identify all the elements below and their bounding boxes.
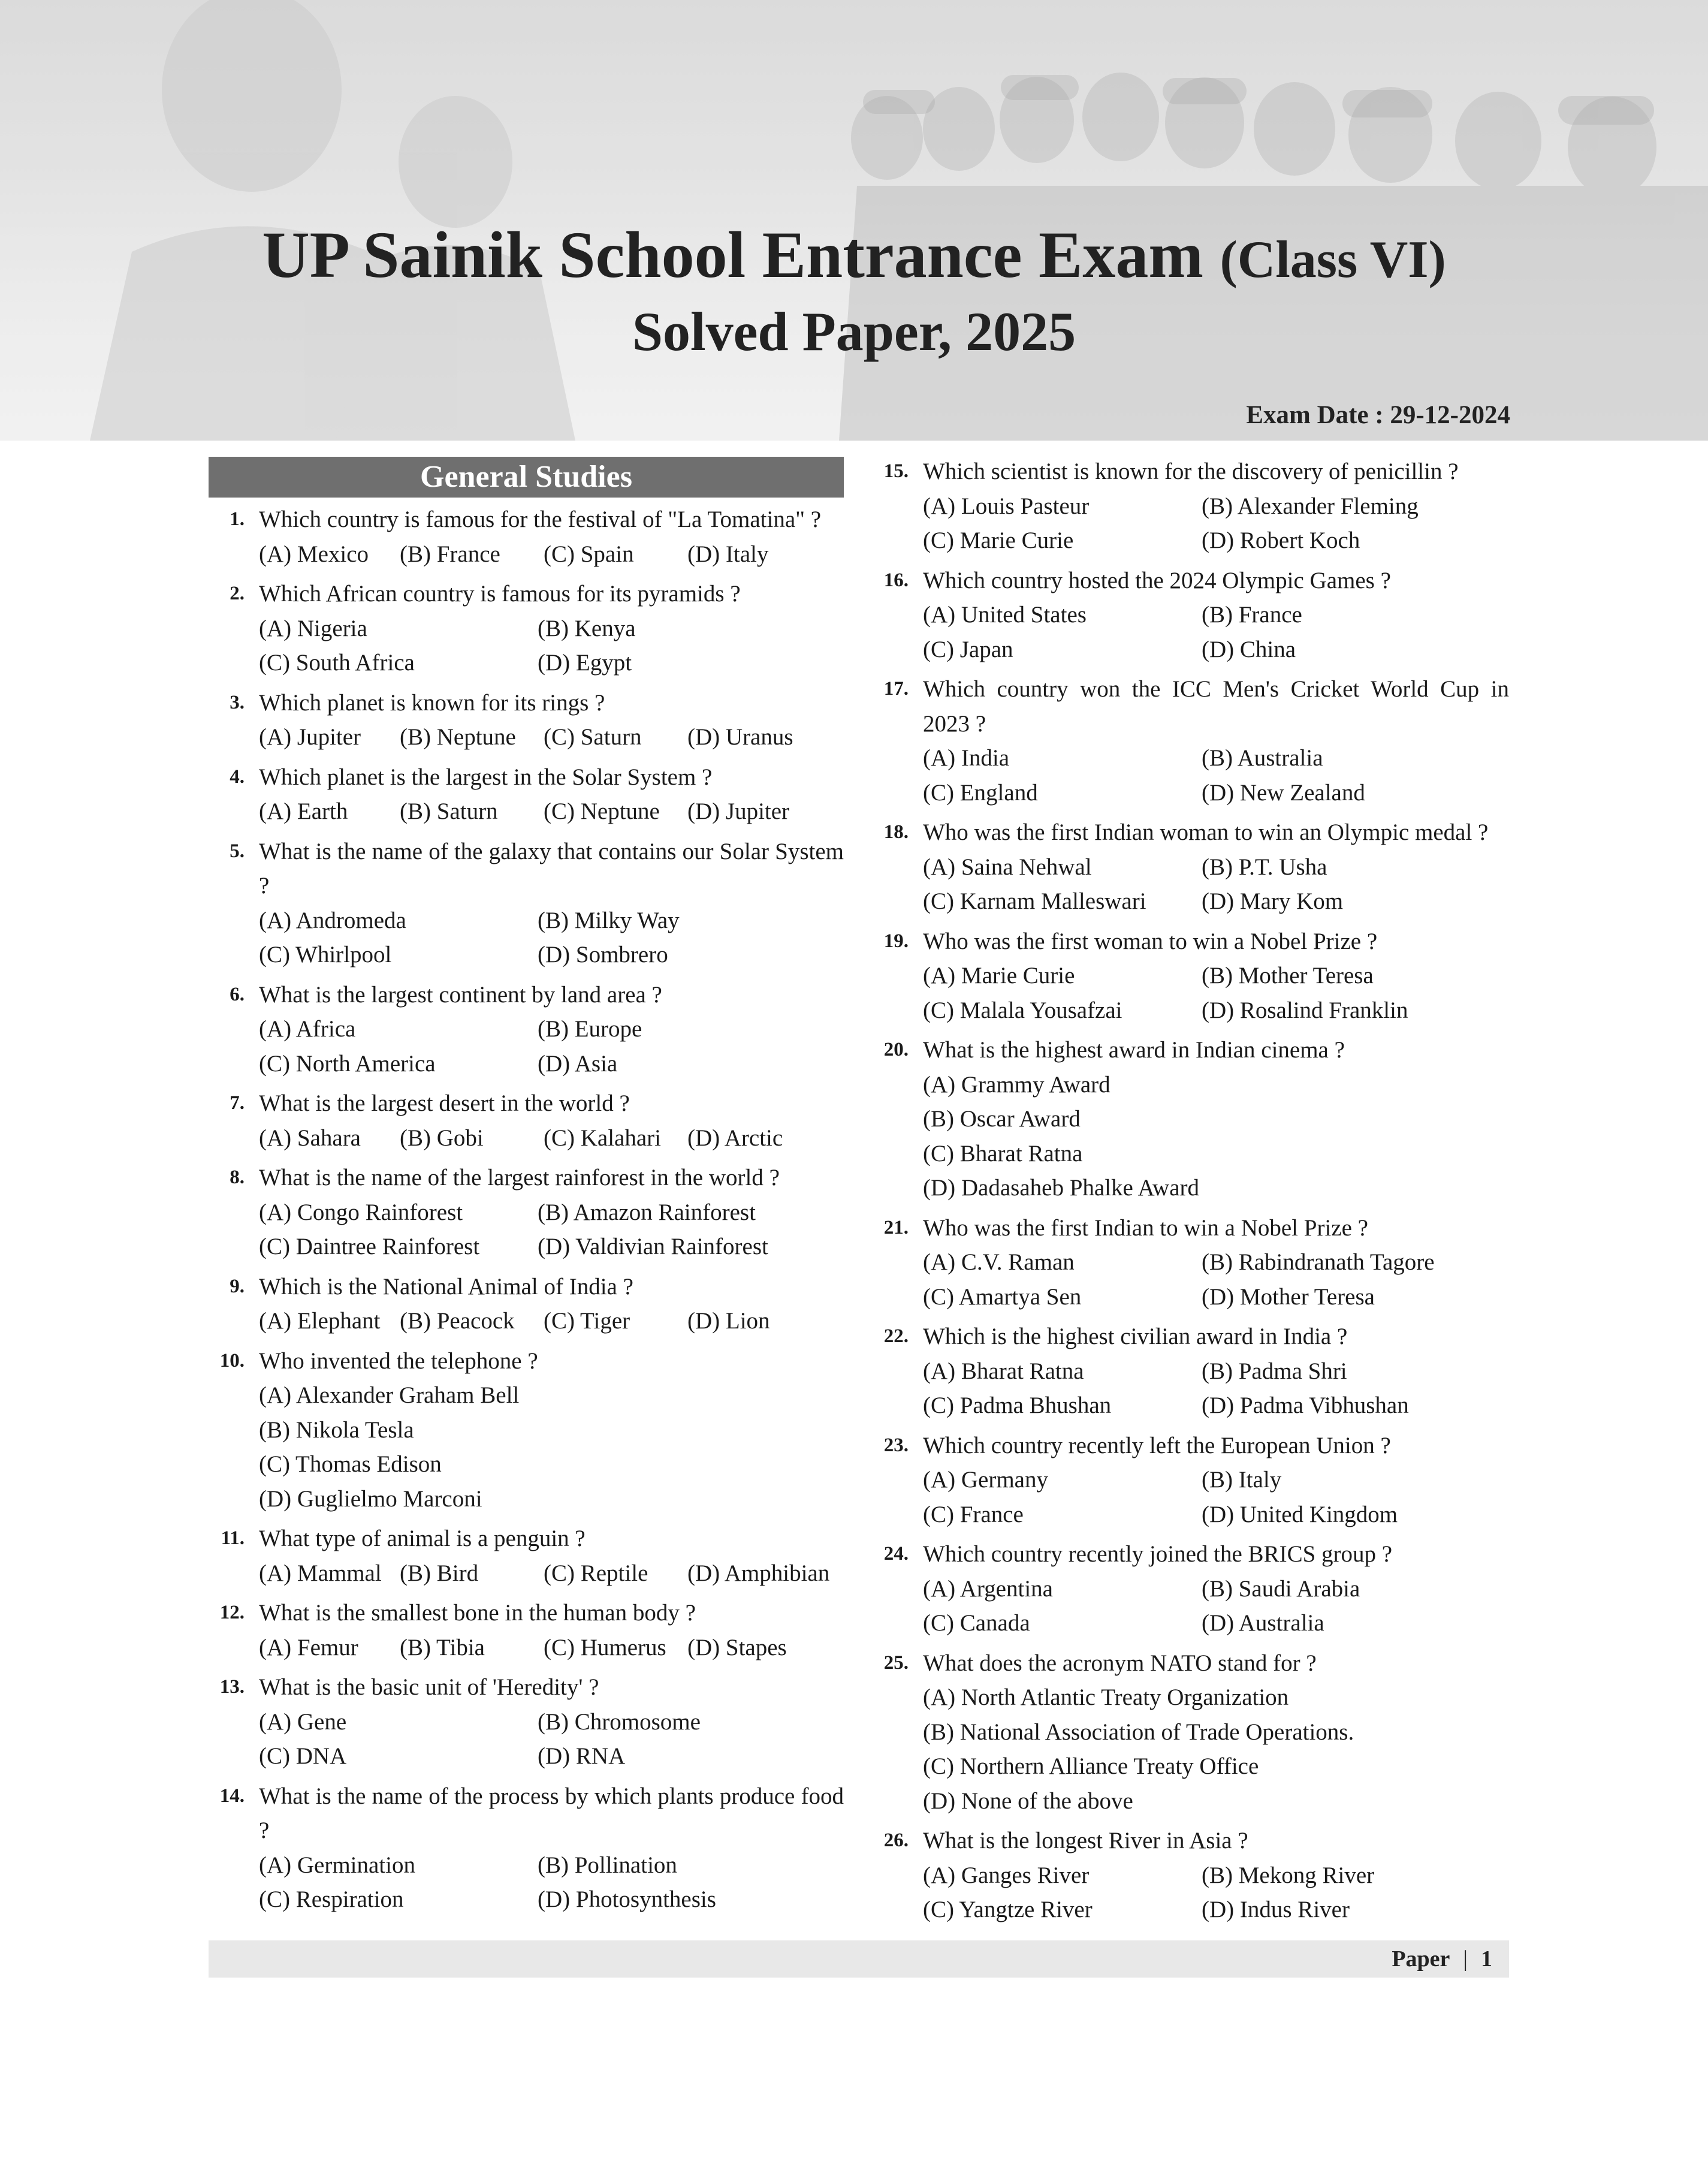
option-list [873, 1068, 1509, 1205]
question-number: 10. [219, 1349, 245, 1372]
answer-option: (A) Alexander Graham Bell [259, 1382, 520, 1408]
question-number: 26. [883, 1830, 909, 1851]
answer-option: (D) Amphibian [687, 1560, 830, 1586]
question-number: 6. [230, 983, 245, 1005]
answer-option: (D) Asia [538, 1050, 618, 1077]
question-line [209, 760, 844, 795]
question-line [209, 1161, 844, 1195]
answer-option: (A) Elephant [259, 1308, 381, 1334]
answer-option: (C) Reptile [544, 1560, 648, 1586]
answer-option: (A) Ganges River [923, 1862, 1090, 1888]
answer-option: (A) Germination [259, 1852, 416, 1878]
answer-option: (D) Rosalind Franklin [1202, 997, 1408, 1023]
option-list [873, 489, 1509, 558]
answer-option: (D) Italy [687, 541, 769, 567]
question-item [873, 1033, 1509, 1205]
question-number: 24. [883, 1543, 909, 1565]
answer-option: (D) RNA [538, 1743, 626, 1769]
question-item [873, 1824, 1509, 1927]
footer-page-label [1392, 1940, 1492, 1978]
question-line [209, 1779, 844, 1848]
answer-option: (C) Spain [544, 541, 634, 567]
question-text: Which country recently joined the BRICS group ? [923, 1541, 1393, 1567]
answer-option: (D) Guglielmo Marconi [259, 1485, 482, 1512]
answer-option: (B) Milky Way [538, 907, 680, 933]
answer-option: (C) North America [259, 1050, 436, 1077]
question-item [873, 924, 1509, 1028]
answer-option: (B) Tibia [400, 1634, 485, 1660]
answer-option: (D) Arctic [687, 1125, 783, 1151]
question-line [209, 834, 844, 903]
question-line [873, 1646, 1509, 1681]
question-item [209, 760, 844, 829]
question-list-left [209, 502, 844, 1917]
question-text: What is the name of the process by which plants produce food ? [259, 1783, 844, 1843]
question-item [873, 563, 1509, 667]
answer-option: (D) Stapes [687, 1634, 787, 1660]
answer-option: (A) Congo Rainforest [259, 1199, 463, 1225]
question-number: 19. [883, 930, 909, 952]
answer-option: (A) Nigeria [259, 615, 367, 641]
question-text: What is the largest desert in the world ? [259, 1090, 630, 1116]
answer-option: (B) Neptune [400, 724, 516, 750]
question-text: Who was the first Indian woman to win an Olympic medal ? [923, 819, 1489, 845]
option-list [209, 1556, 844, 1591]
answer-option: (A) C.V. Raman [923, 1249, 1075, 1275]
question-number: 9. [230, 1275, 245, 1297]
footer-label: Paper [1392, 1946, 1450, 1972]
answer-option: (A) Marie Curie [923, 963, 1075, 988]
question-number: 22. [883, 1325, 909, 1347]
answer-option: (B) Mother Teresa [1202, 963, 1374, 988]
answer-option: (C) Japan [923, 636, 1013, 662]
answer-option: (A) Andromeda [259, 907, 406, 933]
question-text: What does the acronym NATO stand for ? [923, 1650, 1317, 1676]
answer-option: (D) Jupiter [687, 798, 790, 824]
question-item [209, 1779, 844, 1917]
option-list [209, 1378, 844, 1516]
question-text: What is the basic unit of 'Heredity' ? [259, 1674, 599, 1700]
answer-option: (C) Daintree Rainforest [259, 1234, 480, 1259]
question-number: 5. [230, 840, 245, 862]
answer-option: (D) Uranus [687, 724, 793, 750]
left-column [209, 457, 844, 1922]
question-item [209, 834, 844, 972]
question-number: 20. [883, 1039, 909, 1060]
question-text: Who was the first woman to win a Nobel Prize ? [923, 928, 1378, 954]
answer-option: (D) China [1202, 636, 1296, 662]
question-line [873, 815, 1509, 850]
answer-option: (C) Humerus [544, 1634, 666, 1660]
question-line [209, 686, 844, 721]
page-subtitle: Solved Paper, 2025 [632, 301, 1076, 362]
answer-option: (C) Amartya Sen [923, 1283, 1082, 1310]
answer-option: (C) Canada [923, 1610, 1030, 1636]
answer-option: (A) Bharat Ratna [923, 1358, 1084, 1384]
option-list [209, 537, 844, 572]
question-line [209, 1270, 844, 1304]
question-line [873, 924, 1509, 959]
question-number: 21. [883, 1216, 909, 1238]
header-banner [0, 0, 1708, 441]
question-number: 18. [883, 821, 909, 843]
option-list [873, 1463, 1509, 1532]
question-list-right [873, 454, 1509, 1927]
question-line [209, 577, 844, 611]
question-line [873, 1824, 1509, 1858]
page-title [0, 217, 1708, 293]
answer-option: (B) Oscar Award [923, 1106, 1081, 1132]
answer-option: (C) Kalahari [544, 1125, 661, 1151]
question-item [873, 1428, 1509, 1532]
option-list [873, 850, 1509, 919]
question-line [873, 454, 1509, 489]
option-list [873, 1245, 1509, 1314]
answer-option: (A) Mammal [259, 1560, 382, 1586]
answer-option: (A) Earth [259, 798, 348, 824]
answer-option: (C) Thomas Edison [259, 1451, 442, 1477]
question-line [209, 1521, 844, 1556]
question-number: 13. [219, 1676, 245, 1698]
option-list [873, 741, 1509, 810]
answer-option: (A) Mexico [259, 541, 369, 567]
question-line [873, 1033, 1509, 1068]
answer-option: (B) Padma Shri [1202, 1358, 1347, 1384]
answer-option: (B) Peacock [400, 1308, 515, 1334]
question-text: Which planet is known for its rings ? [259, 689, 605, 716]
question-number: 8. [230, 1167, 245, 1188]
question-item [209, 502, 844, 571]
answer-option: (B) France [400, 541, 500, 567]
option-list [873, 598, 1509, 667]
answer-option: (D) Padma Vibhushan [1202, 1393, 1409, 1418]
question-line [209, 502, 844, 537]
question-number: 1. [230, 508, 245, 530]
question-item [209, 1086, 844, 1155]
answer-option: (B) P.T. Usha [1202, 854, 1327, 880]
option-list [209, 1630, 844, 1665]
answer-option: (C) South Africa [259, 650, 415, 676]
answer-option: (B) France [1202, 602, 1302, 628]
answer-option: (A) North Atlantic Treaty Organization [923, 1684, 1289, 1710]
answer-option: (D) Indus River [1202, 1897, 1350, 1922]
option-list [209, 1012, 844, 1081]
answer-option: (D) None of the above [923, 1788, 1133, 1814]
question-item [209, 686, 844, 755]
option-list [209, 1195, 844, 1264]
answer-option: (B) National Association of Trade Operations. [923, 1719, 1354, 1745]
question-text: Which planet is the largest in the Solar System ? [259, 764, 713, 790]
question-item [209, 1521, 844, 1590]
question-text: What is the longest River in Asia ? [923, 1828, 1248, 1853]
question-text: Who invented the telephone ? [259, 1348, 538, 1374]
answer-option: (B) Chromosome [538, 1708, 701, 1735]
question-line [873, 1211, 1509, 1246]
footer-separator: | [1463, 1946, 1468, 1972]
question-number: 7. [230, 1092, 245, 1114]
title-main: UP Sainik School Entrance Exam [262, 218, 1203, 291]
answer-option: (C) Malala Yousafzai [923, 997, 1122, 1023]
question-line [873, 1428, 1509, 1463]
question-line [209, 1670, 844, 1705]
answer-option: (B) Mekong River [1202, 1862, 1375, 1888]
answer-option: (D) Mary Kom [1202, 888, 1344, 914]
question-text: Which scientist is known for the discovery of penicillin ? [923, 459, 1459, 484]
question-number: 2. [230, 583, 245, 604]
answer-option: (C) Whirlpool [259, 942, 392, 968]
answer-option: (C) Northern Alliance Treaty Office [923, 1753, 1259, 1779]
answer-option: (C) Tiger [544, 1308, 630, 1334]
answer-option: (D) Sombrero [538, 942, 668, 968]
right-column [873, 454, 1509, 1933]
answer-option: (B) Italy [1202, 1467, 1282, 1493]
question-item [873, 1211, 1509, 1315]
answer-option: (B) Pollination [538, 1852, 677, 1878]
question-text: Who was the first Indian to win a Nobel Prize ? [923, 1214, 1368, 1241]
answer-option: (B) Nikola Tesla [259, 1416, 414, 1443]
answer-option: (C) Yangtze River [923, 1897, 1093, 1922]
option-list [209, 903, 844, 972]
option-list [209, 720, 844, 755]
exam-date: Exam Date : 29-12-2024 [1246, 401, 1510, 429]
answer-option: (A) India [923, 745, 1010, 771]
question-number: 11. [221, 1527, 245, 1549]
answer-option: (C) England [923, 779, 1038, 806]
question-line [873, 563, 1509, 598]
answer-option: (A) Grammy Award [923, 1071, 1110, 1098]
question-number: 17. [883, 678, 909, 700]
question-item [873, 815, 1509, 919]
answer-option: (A) Jupiter [259, 724, 361, 750]
answer-option: (D) United Kingdom [1202, 1501, 1398, 1527]
question-number: 16. [883, 569, 909, 591]
answer-option: (C) Saturn [544, 724, 642, 750]
answer-option: (A) United States [923, 602, 1087, 628]
section-heading: General Studies [209, 457, 844, 498]
question-number: 15. [883, 460, 909, 482]
answer-option: (D) Australia [1202, 1610, 1324, 1636]
question-text: What is the name of the galaxy that contains our Solar System ? [259, 838, 844, 899]
question-item [873, 1537, 1509, 1641]
answer-option: (D) Egypt [538, 650, 632, 676]
option-list [873, 1572, 1509, 1641]
answer-option: (D) Robert Koch [1202, 528, 1360, 553]
answer-option: (B) Saudi Arabia [1202, 1575, 1360, 1602]
option-list [873, 959, 1509, 1027]
answer-option: (D) Mother Teresa [1202, 1283, 1375, 1310]
answer-option: (A) Femur [259, 1634, 358, 1660]
question-number: 3. [230, 691, 245, 713]
answer-option: (C) Respiration [259, 1886, 404, 1912]
answer-option: (A) Argentina [923, 1575, 1053, 1602]
option-list [209, 1705, 844, 1774]
answer-option: (B) Bird [400, 1560, 479, 1586]
answer-option: (C) Bharat Ratna [923, 1140, 1083, 1167]
option-list [209, 794, 844, 829]
answer-option: (A) Africa [259, 1016, 356, 1042]
question-text: Which country recently left the European Union ? [923, 1432, 1391, 1458]
answer-option: (B) Saturn [400, 798, 498, 824]
option-list [873, 1354, 1509, 1423]
answer-option: (B) Alexander Fleming [1202, 493, 1419, 519]
option-list [209, 1848, 844, 1917]
option-list [873, 1680, 1509, 1818]
answer-option: (C) DNA [259, 1743, 347, 1769]
question-number: 23. [883, 1434, 909, 1456]
answer-option: (B) Australia [1202, 745, 1323, 771]
option-list [209, 1121, 844, 1156]
question-line [873, 1537, 1509, 1572]
answer-option: (D) Photosynthesis [538, 1886, 716, 1912]
question-line [209, 978, 844, 1012]
question-item [873, 1319, 1509, 1423]
question-line [209, 1086, 844, 1121]
question-number: 4. [230, 765, 245, 788]
answer-option: (A) Germany [923, 1467, 1048, 1493]
question-item [209, 1596, 844, 1665]
question-item [873, 454, 1509, 558]
question-text: Which is the highest civilian award in India ? [923, 1324, 1348, 1349]
question-item [209, 1344, 844, 1517]
answer-option: (A) Saina Nehwal [923, 854, 1092, 880]
question-text: Which is the National Animal of India ? [259, 1273, 633, 1300]
question-number: 12. [219, 1602, 245, 1623]
answer-option: (B) Europe [538, 1016, 642, 1042]
question-text: Which country hosted the 2024 Olympic Games ? [923, 567, 1391, 593]
page-footer [209, 1940, 1509, 1978]
answer-option: (D) Valdivian Rainforest [538, 1234, 768, 1259]
question-item [209, 577, 844, 680]
question-number: 25. [883, 1651, 909, 1674]
question-text: What type of animal is a penguin ? [259, 1526, 586, 1551]
question-line [873, 672, 1509, 741]
question-line [209, 1596, 844, 1630]
question-text: Which country won the ICC Men's Cricket World Cup in 2023 ? [923, 676, 1509, 737]
answer-option: (B) Kenya [538, 615, 636, 641]
question-line [209, 1344, 844, 1379]
question-item [873, 672, 1509, 810]
question-text: What is the name of the largest rainforest in the world ? [259, 1165, 780, 1190]
answer-option: (D) Dadasaheb Phalke Award [923, 1175, 1200, 1201]
answer-option: (B) Rabindranath Tagore [1202, 1249, 1435, 1275]
question-number: 14. [219, 1785, 245, 1807]
answer-option: (D) Lion [687, 1308, 770, 1334]
question-line [873, 1319, 1509, 1354]
page-number: 1 [1481, 1946, 1492, 1972]
answer-option: (A) Gene [259, 1708, 347, 1735]
question-text: What is the largest continent by land area ? [259, 981, 662, 1008]
title-class: (Class VI) [1220, 231, 1446, 289]
question-text: Which African country is famous for its pyramids ? [259, 581, 741, 607]
answer-option: (C) Neptune [544, 798, 660, 824]
answer-option: (C) France [923, 1501, 1024, 1527]
option-list [209, 1304, 844, 1339]
answer-option: (C) Karnam Malleswari [923, 888, 1146, 914]
question-text: What is the highest award in Indian cinema ? [923, 1037, 1345, 1063]
answer-option: (D) New Zealand [1202, 779, 1365, 806]
option-list [209, 611, 844, 680]
answer-option: (C) Marie Curie [923, 528, 1074, 553]
question-item [209, 1161, 844, 1264]
answer-option: (A) Sahara [259, 1125, 361, 1151]
answer-option: (B) Amazon Rainforest [538, 1199, 756, 1225]
answer-option: (A) Louis Pasteur [923, 493, 1090, 519]
question-item [209, 1270, 844, 1339]
question-item [209, 978, 844, 1081]
question-text: Which country is famous for the festival of "La Tomatina" ? [259, 507, 822, 532]
question-item [873, 1646, 1509, 1819]
question-item [209, 1670, 844, 1774]
option-list [873, 1858, 1509, 1927]
answer-option: (C) Padma Bhushan [923, 1393, 1112, 1418]
answer-option: (B) Gobi [400, 1125, 484, 1151]
question-text: What is the smallest bone in the human body ? [259, 1600, 696, 1626]
